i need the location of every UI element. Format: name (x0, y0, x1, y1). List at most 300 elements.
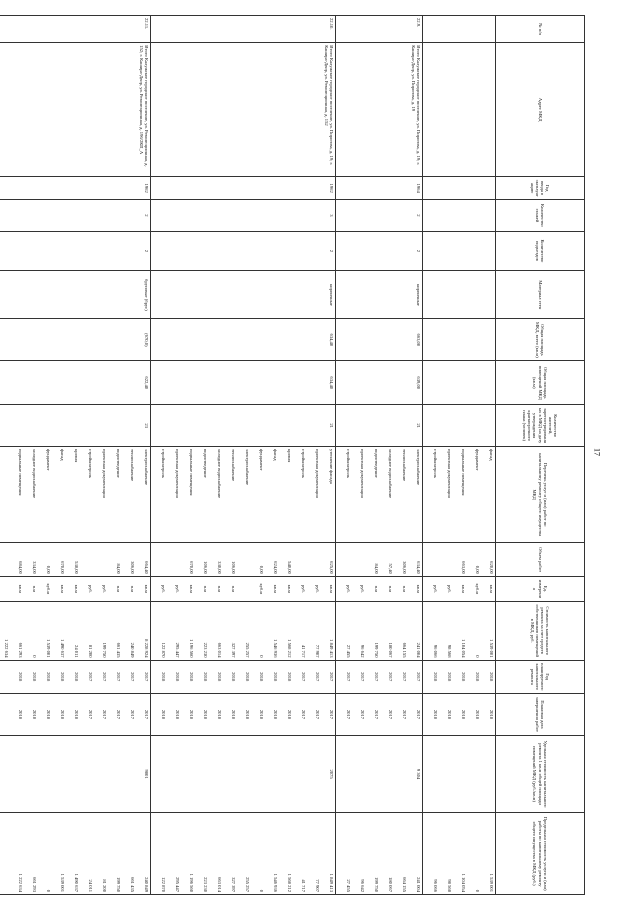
column-header: Плановая дата завершения работ (496, 693, 585, 735)
cell-line: холодное водоснабжение (217, 449, 222, 499)
cell-line: проектная документация (315, 449, 320, 498)
cell-line: 2018 (461, 672, 466, 682)
table-cell: 22.11. (0, 16, 151, 43)
table-cell-list (336, 813, 423, 895)
cell-line: 1 490 637 (74, 873, 79, 892)
cell-line: электроснабжение (144, 449, 149, 486)
cell-line: кв.м (189, 584, 194, 594)
table-cell-list (151, 447, 336, 543)
cell-line: проектная документация (175, 449, 180, 498)
cell-line: 84,00 (374, 563, 379, 574)
cell-line: 538,00 (74, 561, 79, 574)
cell-line: 2018 (273, 672, 278, 682)
cell-line: 540,00 (287, 561, 292, 574)
cell-line: 81 200 (88, 644, 93, 658)
cell-line: п.м (231, 585, 236, 593)
table-cell-list (423, 576, 496, 601)
table-cell: 23 (0, 405, 151, 447)
cell-line: 2018 (231, 709, 236, 719)
cell-line: стройконтроль (161, 449, 166, 478)
table-cell-list (423, 601, 496, 660)
cell-line: 41 717 (301, 879, 306, 892)
cell-line: 2018 (273, 709, 278, 719)
cell-line: 199 750 (102, 642, 107, 658)
cell-line: 2018 (203, 709, 208, 719)
table-cell (423, 361, 496, 405)
table-cell-list (151, 601, 336, 660)
rotated-table-area (4, 15, 585, 895)
table-cell: 634,40 (151, 319, 336, 361)
table-cell: 2 (336, 200, 423, 231)
cell-line: 2018 (433, 709, 438, 719)
column-header: Объем работ (496, 543, 585, 576)
cell-line: проектная документация (360, 449, 365, 498)
cell-line: 2018 (60, 672, 65, 682)
cell-line: 96 066 (433, 879, 438, 892)
cell-line: 2017 (416, 672, 421, 682)
table-cell: 634,40 (151, 361, 336, 405)
column-header: Удельная стоимость капитального ремонта 1 кв.м общей площади помещений МКД (руб./кв.м) (496, 735, 585, 812)
cell-line: 670,00 (60, 561, 65, 574)
table-cell: Итого Калужское городское поселение, ул. Пирогова, д. 19; г. Кашира-Двор, ул. Пирогова, д. 19 (336, 43, 423, 177)
cell-line: п.м (402, 585, 407, 593)
cell-line: 24 011 (74, 645, 79, 658)
cell-line: кв.м (273, 584, 278, 594)
cell-line: 2017 (329, 709, 334, 719)
table-cell: 9 304 (336, 735, 423, 812)
table-row (423, 16, 496, 895)
cell-line: 2018 (46, 709, 51, 719)
cell-line: 2018 (189, 672, 194, 682)
table-cell-list (151, 660, 336, 693)
table-cell: 1962 (151, 177, 336, 200)
column-header: Год ввода в эксплуатацию (496, 177, 585, 200)
cell-line: куб.м (475, 583, 480, 595)
cell-line: 122 870 (161, 642, 166, 658)
cell-line: 2018 (161, 672, 166, 682)
cell-line: 2018 (461, 709, 466, 719)
cell-line: 295 447 (175, 642, 180, 658)
cell-line: кв.м (461, 584, 466, 594)
cell-line: фундамент (475, 449, 480, 471)
cell-line: 661 435 (116, 642, 121, 658)
cell-line: 255 257 (245, 642, 250, 658)
cell-line: 2017 (402, 709, 407, 719)
cell-line (93, 545, 107, 573)
cell-line: 2018 (259, 672, 264, 682)
cell-line: 2018 (18, 672, 23, 682)
cell-line: электроснабжение (416, 449, 421, 486)
table-cell-list (151, 543, 336, 576)
cell-line: 2017 (301, 672, 306, 682)
column-header: Количество жителей, зарегистрированных в МКД на дату утверждения краткосрочного плана (человек) (496, 405, 585, 447)
cell-line: 2018 (447, 709, 452, 719)
table-cell: брусовые (брус) (0, 271, 151, 319)
table-cell-list (336, 447, 423, 543)
cell-line: п.м (32, 585, 37, 593)
cell-line: 96 642 (360, 879, 365, 892)
cell-line: 199 750 (374, 642, 379, 658)
cell-line: 106,00 (203, 561, 208, 574)
cell-line: 84,00 (116, 563, 121, 574)
cell-line: 0,00 (46, 565, 51, 574)
table-cell-list (336, 601, 423, 660)
table-cell: Итого Калужское городское поселение, ул. Пирогова, д. 19; г. Кашира-Двор, ул. Революционная, д. 152 (151, 43, 336, 177)
cell-line: 327 397 (231, 642, 236, 658)
cell-line: 2017 (144, 672, 149, 682)
cell-line: 1 539 001 (46, 639, 51, 658)
cell-line: 670,00 (189, 561, 194, 574)
cell-line: 241 004 (416, 642, 421, 658)
cell-line (438, 545, 452, 573)
cell-line: 2018 (287, 709, 292, 719)
column-header: Год планируемого капитального ремонта (496, 660, 585, 693)
cell-line: 2018 (231, 672, 236, 682)
table-cell-list (0, 576, 151, 601)
table-cell-list (423, 543, 496, 576)
cell-line: 1 539 001 (489, 873, 494, 892)
cell-line: 41 717 (301, 644, 306, 658)
table-cell: (670,0) (0, 319, 151, 361)
table-cell: 21 (336, 405, 423, 447)
table-cell-list (0, 660, 151, 693)
table-cell: кирпичные (151, 271, 336, 319)
cell-line: 98 568 (447, 879, 452, 892)
cell-line: 0 (259, 655, 264, 658)
cell-line: 1 539 001 (60, 873, 65, 892)
table-body (0, 16, 496, 895)
cell-line: 1 546 936 (273, 873, 278, 892)
cell-line: стройконтроль (301, 449, 306, 478)
table-cell (423, 319, 496, 361)
cell-line: 240 849 (144, 877, 149, 892)
cell-line (236, 579, 250, 599)
cell-line: проектная документация (447, 449, 452, 498)
table-cell: Итого Калужское городское поселение, ул. Революционная, д. 152; г. Кашира-Двор, ул. Революционная, д. 196/2КП_А (0, 43, 151, 177)
table-cell: 639,00 (336, 361, 423, 405)
cell-line: 2017 (130, 672, 135, 682)
cell-line: 180 067 (388, 642, 393, 658)
cell-line: руб. (433, 584, 438, 593)
cell-line: 81 200 (102, 879, 107, 892)
cell-line: руб. (447, 584, 452, 593)
cell-line: 0 (475, 655, 480, 658)
table-cell-list (336, 543, 423, 576)
table-cell (423, 231, 496, 271)
cell-line: 1 849 413 (329, 639, 334, 658)
cell-line: 2017 (374, 672, 379, 682)
column-header: Общая площадь помещений МКД (кв.м) (496, 361, 585, 405)
cell-line: водоотведение (116, 449, 121, 478)
table-cell: 21 (151, 405, 336, 447)
cell-line: кв.м (287, 584, 292, 594)
column-header: Адрес МКД (496, 43, 585, 177)
cell-line: утепление фасада (329, 449, 334, 484)
cell-line: подвальные помещения (461, 449, 466, 496)
cell-line: 180 067 (388, 877, 393, 892)
cell-line: 306,00 (402, 561, 407, 574)
cell-line: 1 222 634 (18, 873, 23, 892)
cell-line: 663 014 (217, 877, 222, 892)
cell-line: 2017 (388, 672, 393, 682)
cell-line: 96 066 (433, 644, 438, 658)
cell-line: 199 750 (116, 877, 121, 892)
cell-line: 664,40 (144, 561, 149, 574)
cell-line (337, 545, 351, 573)
cell-line: 240 849 (130, 642, 135, 658)
table-cell-list (151, 576, 336, 601)
cell-line: 2018 (74, 672, 79, 682)
column-header: Предельная стоимость услуги и (или) работы по капитальному ремонту общего имущества в МКД (руб.) (496, 813, 585, 895)
cell-line: 2017 (402, 672, 407, 682)
table-cell: 622,40 (0, 361, 151, 405)
cell-line (236, 545, 250, 573)
cell-line: кровля (74, 449, 79, 463)
column-header: Стоимость капитального ремонта за счет средств собственников помещений в МКД, руб. (496, 601, 585, 660)
cell-line: куб.м (46, 583, 51, 595)
table-cell: 2 (0, 200, 151, 231)
table-cell (423, 271, 496, 319)
cell-line: п.м (374, 585, 379, 593)
cell-line: 661 293 (32, 877, 37, 892)
cell-line: 0 (475, 889, 480, 892)
table-cell: 2075 (151, 735, 336, 812)
cell-line: 2017 (360, 672, 365, 682)
cell-line: фундамент (46, 449, 51, 471)
cell-line: 2017 (388, 709, 393, 719)
cell-line: стройконтроль (346, 449, 351, 478)
cell-line: 2018 (433, 672, 438, 682)
cell-line: кв.м (416, 584, 421, 594)
cell-line: 2017 (360, 709, 365, 719)
cell-line: п.м (203, 585, 208, 593)
cell-line: 1 104 054 (461, 873, 466, 892)
cell-line: 661 293 (18, 642, 23, 658)
table-wrapper (4, 15, 585, 895)
table-cell (423, 16, 496, 43)
cell-line: проектная документация (102, 449, 107, 498)
table-cell-list (0, 447, 151, 543)
cell-line: 2017 (144, 709, 149, 719)
cell-line: 2018 (175, 672, 180, 682)
cell-line: 2018 (46, 672, 51, 682)
table-cell: кирпичные (336, 271, 423, 319)
cell-line: 330,00 (217, 561, 222, 574)
cell-line: 24 011 (88, 879, 93, 892)
cell-line: 2018 (161, 709, 166, 719)
cell-line: 122 870 (161, 877, 166, 892)
cell-line: электроснабжение (245, 449, 250, 486)
cell-line: стройконтроль (88, 449, 93, 478)
cell-line: п.м (130, 585, 135, 593)
cell-line: 1 196 560 (189, 639, 194, 658)
cell-line: 2018 (245, 672, 250, 682)
column-header: Общая площадь МКД, всего (кв.м) (496, 319, 585, 361)
cell-line: водоотведение (203, 449, 208, 478)
table-cell-list (0, 601, 151, 660)
cell-line: 2018 (259, 709, 264, 719)
cell-line: 2017 (315, 672, 320, 682)
table-cell (423, 177, 496, 200)
table-cell: 22.10. (151, 16, 336, 43)
cell-line: 2018 (489, 709, 494, 719)
cell-line: руб. (346, 584, 351, 593)
cell-line: 2017 (346, 709, 351, 719)
cell-line: 27 455 (346, 644, 351, 658)
cell-line: кв.м (74, 584, 79, 594)
column-header: Перечень услуг и (или) работ по капитальному ремонту общего имущества МКД (496, 447, 585, 543)
table-cell-list (0, 813, 151, 895)
cell-line: руб. (301, 584, 306, 593)
cell-line: 241 004 (416, 877, 421, 892)
table-cell (423, 200, 496, 231)
cell-line: 2017 (116, 672, 121, 682)
cell-line: 2017 (374, 709, 379, 719)
cell-line (152, 545, 166, 573)
cell-line: кв.м (144, 584, 149, 594)
cell-line: 2017 (130, 709, 135, 719)
cell-line: п.м (116, 585, 121, 593)
cell-line (292, 545, 306, 573)
cell-line: кв.м (18, 584, 23, 594)
cell-line: кв.м (489, 584, 494, 594)
cell-line: 1 196 560 (189, 873, 194, 892)
cell-line: 2018 (287, 672, 292, 682)
cell-line: теплоснабжение (402, 449, 407, 482)
table-cell-list (336, 693, 423, 735)
cell-line: 620,00 (489, 561, 494, 574)
subtotal-value: 8 228 924 (144, 639, 149, 658)
table-cell-list (151, 693, 336, 735)
cell-line: 2017 (315, 709, 320, 719)
table-cell-list (423, 813, 496, 895)
table-row (336, 16, 423, 895)
cell-line (424, 545, 438, 573)
cell-line: 1 104 054 (461, 639, 466, 658)
cell-line: 57,40 (388, 563, 393, 574)
repair-plan-table (0, 15, 585, 895)
cell-line: руб. (102, 584, 107, 593)
cell-line: 1 222 634 (4, 639, 9, 658)
cell-line: 2017 (329, 672, 334, 682)
header-row (496, 16, 585, 895)
cell-line: руб. (88, 584, 93, 593)
cell-line: фундамент (259, 449, 264, 471)
cell-line: фасад (273, 449, 278, 461)
cell-line: 0,00 (475, 565, 480, 574)
table-row (151, 16, 336, 895)
cell-line: подвальные помещения (189, 449, 194, 496)
table-cell-list (0, 543, 151, 576)
table-cell-list (336, 576, 423, 601)
cell-line: кровля (287, 449, 292, 463)
cell-line: 2018 (217, 709, 222, 719)
table-cell: 1964 (336, 177, 423, 200)
cell-line: 0,00 (259, 565, 264, 574)
cell-line: 2017 (416, 709, 421, 719)
cell-line: кв.м (60, 584, 65, 594)
cell-line: 77 907 (315, 879, 320, 892)
cell-line: 1 568 212 (287, 639, 292, 658)
cell-line: 334,00 (32, 561, 37, 574)
table-cell: 3 (151, 200, 336, 231)
cell-line: 1 568 212 (287, 873, 292, 892)
cell-line: 1 539 001 (489, 639, 494, 658)
table-cell: 2 (336, 231, 423, 271)
table-cell (423, 735, 496, 812)
column-header: № п/п (496, 16, 585, 43)
cell-line: 2017 (88, 672, 93, 682)
cell-line: руб. (315, 584, 320, 593)
cell-line: 634,40 (416, 561, 421, 574)
cell-line: 0 (259, 889, 264, 892)
cell-line: 2018 (18, 709, 23, 719)
table-cell (423, 43, 496, 177)
cell-line: фасад (60, 449, 65, 461)
cell-line: 664 155 (402, 642, 407, 658)
cell-line: водоотведение (374, 449, 379, 478)
cell-line: 295 447 (175, 877, 180, 892)
cell-line: 2018 (489, 672, 494, 682)
table-cell: 22.9. (336, 16, 423, 43)
cell-line: 0 (32, 655, 37, 658)
cell-line: 2017 (301, 709, 306, 719)
cell-line: 1 849 413 (329, 873, 334, 892)
cell-line: 1 490 637 (60, 639, 65, 658)
cell-line: 2018 (60, 709, 65, 719)
cell-line: 2017 (88, 709, 93, 719)
cell-line: 684,00 (18, 561, 23, 574)
cell-line: 223 230 (203, 877, 208, 892)
table-cell-list (423, 693, 496, 735)
table-row (0, 16, 151, 895)
table-cell: 9801 (0, 735, 151, 812)
cell-line: 2018 (245, 709, 250, 719)
cell-line: 2018 (475, 672, 480, 682)
cell-line: 664 155 (402, 877, 407, 892)
cell-line: 2017 (346, 672, 351, 682)
cell-line: 663 014 (217, 642, 222, 658)
cell-line: 255 257 (245, 877, 250, 892)
cell-line (79, 545, 93, 573)
cell-line: 77 907 (315, 644, 320, 658)
table-cell: 663,00 (336, 319, 423, 361)
table-cell-list (423, 660, 496, 693)
cell-line: 661 435 (130, 877, 135, 892)
cell-line: руб. (175, 584, 180, 593)
table-cell-list (0, 693, 151, 735)
cell-line (166, 545, 180, 573)
cell-line: 2017 (116, 709, 121, 719)
cell-line: 0 (46, 889, 51, 892)
cell-line: холодное водоснабжение (388, 449, 393, 499)
cell-line: теплоснабжение (231, 449, 236, 482)
cell-line: п.м (388, 585, 393, 593)
table-cell: 2 (151, 231, 336, 271)
cell-line: 2018 (32, 672, 37, 682)
cell-line: 98 568 (447, 644, 452, 658)
cell-line: 223 230 (203, 642, 208, 658)
cell-line: 2018 (475, 709, 480, 719)
cell-line: куб.м (259, 583, 264, 595)
cell-line: 625,00 (329, 561, 334, 574)
cell-line: 1 546 936 (273, 639, 278, 658)
cell-line: теплоснабжение (130, 449, 135, 482)
cell-line: 306,00 (130, 561, 135, 574)
cell-line: подвальные помещения (18, 449, 23, 496)
cell-line: п.м (217, 585, 222, 593)
cell-line: 327 397 (231, 877, 236, 892)
